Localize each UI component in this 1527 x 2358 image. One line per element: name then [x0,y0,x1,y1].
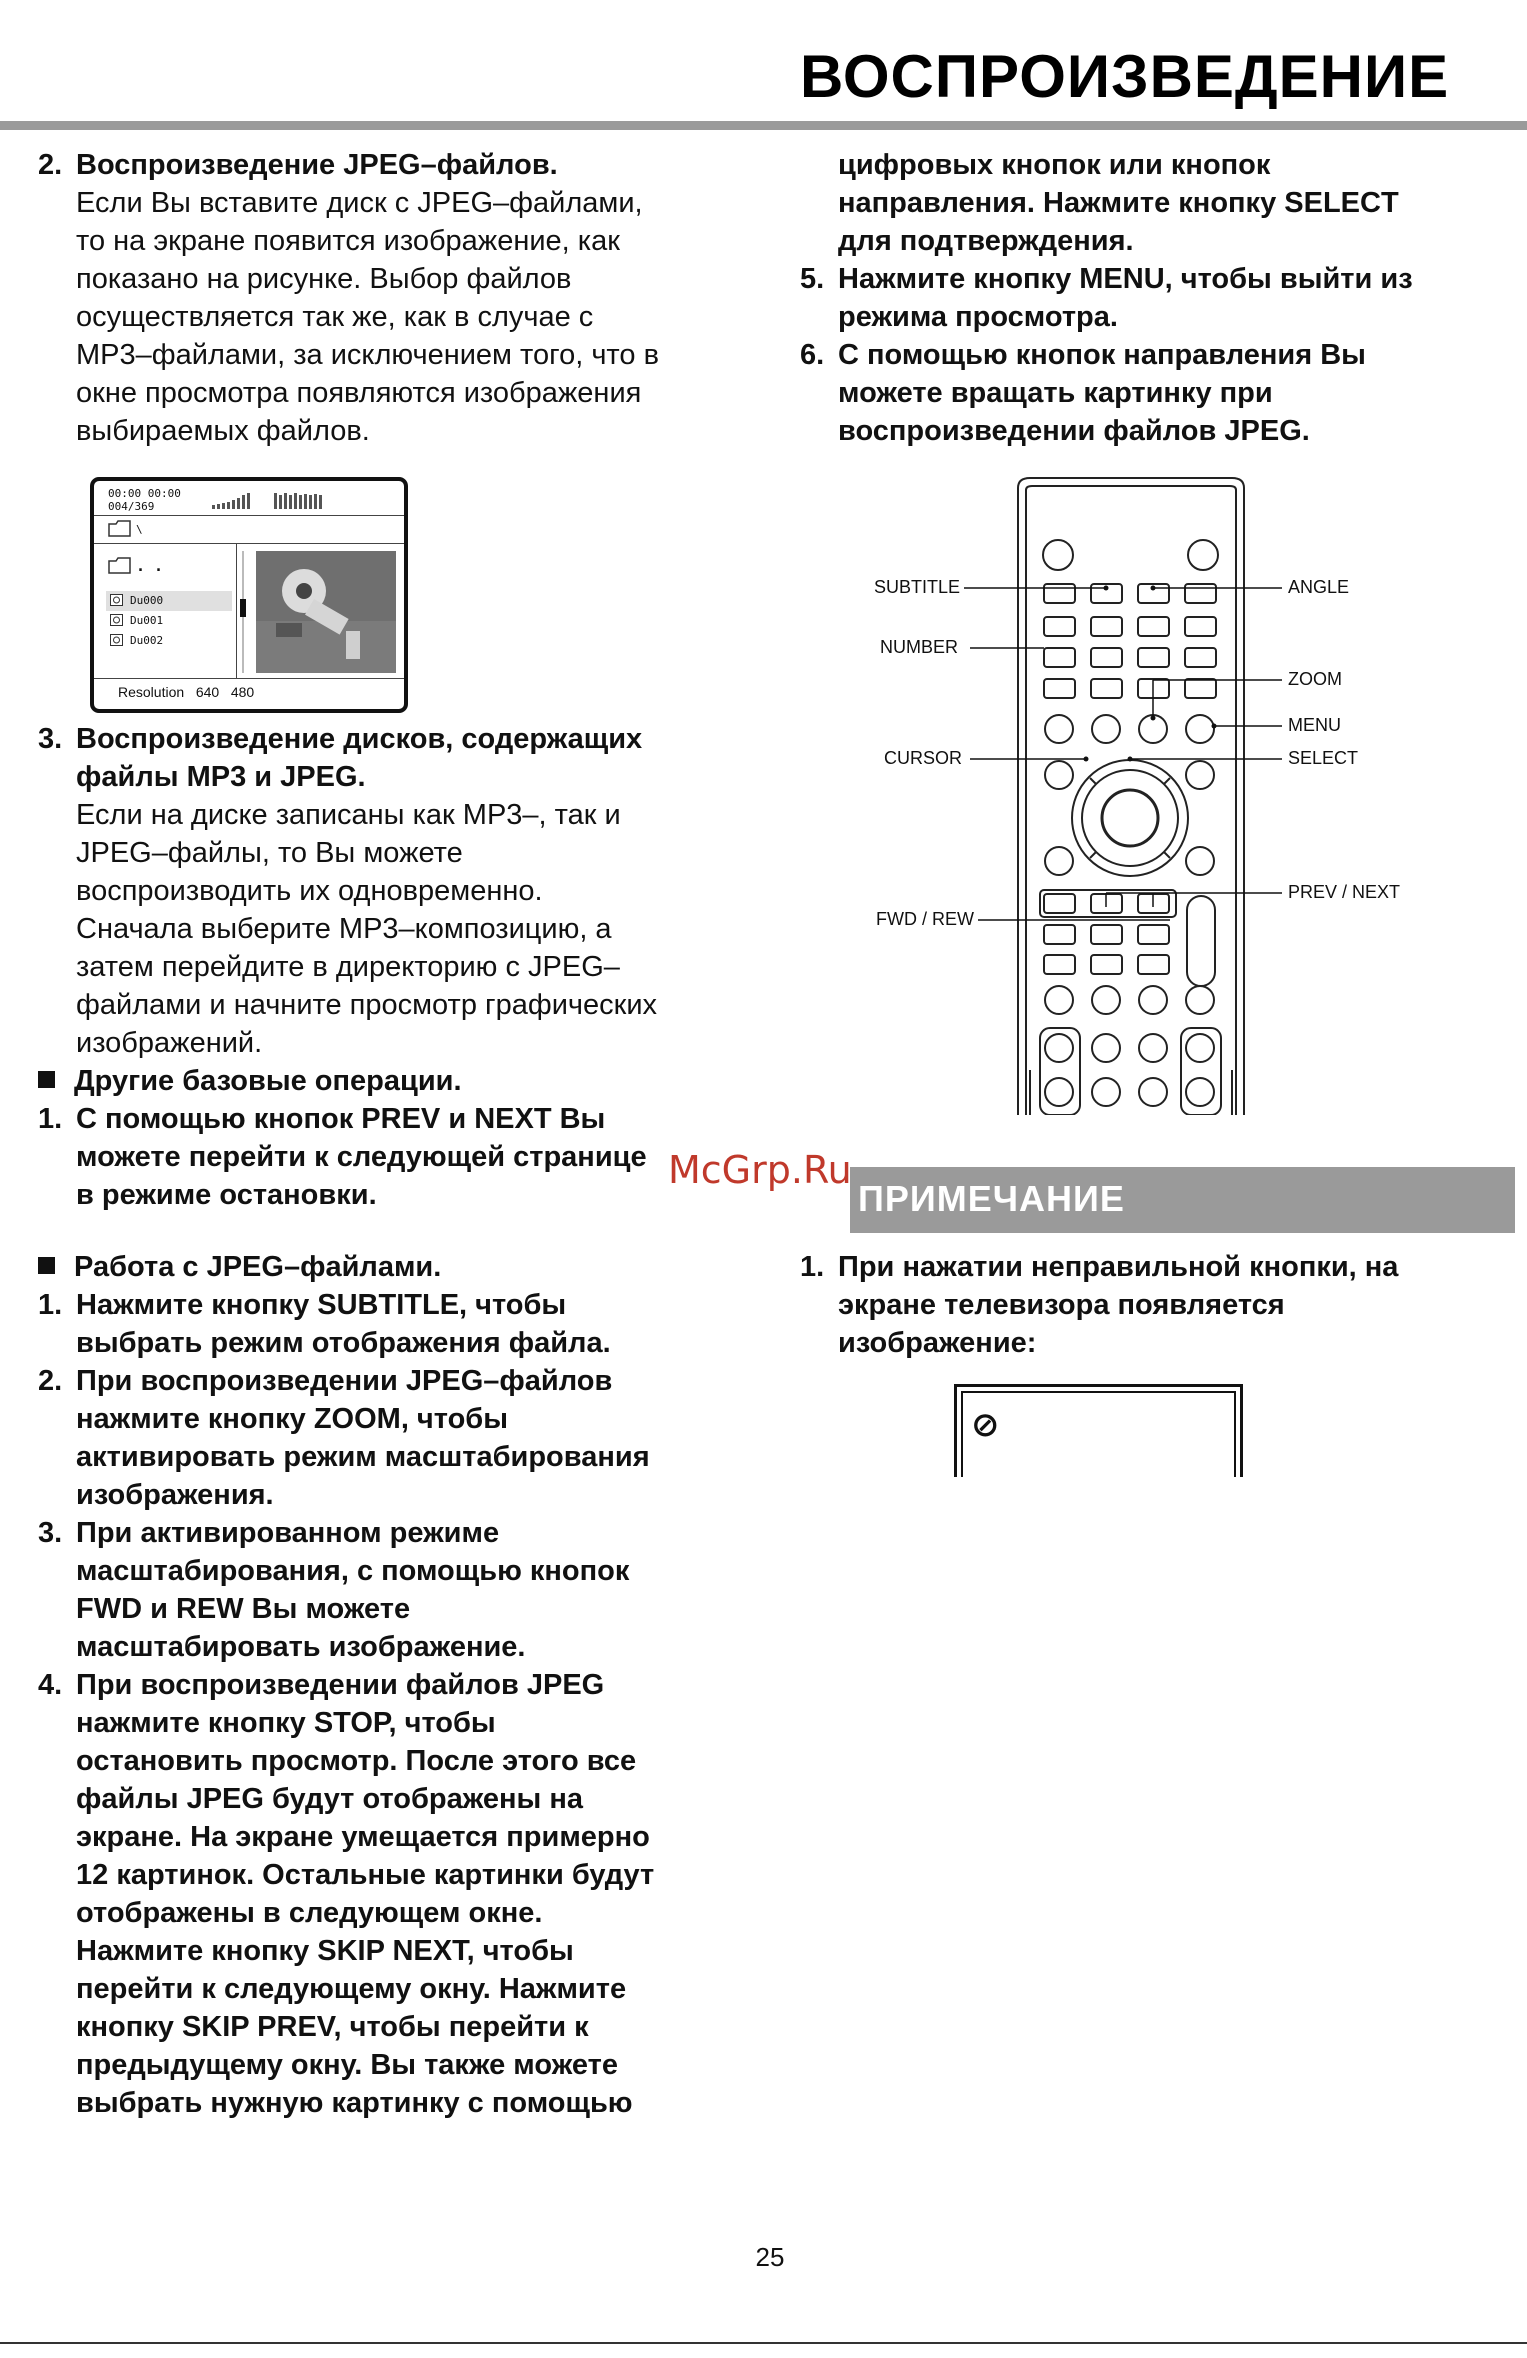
section-3-number: 3. [38,723,63,755]
remote-control-drawing [870,470,1490,1115]
item-line: экране. На экране умещается примерно [76,1821,650,1853]
item-line: можете перейти к следующей странице [76,1141,647,1173]
section-3-line: изображений. [76,1027,263,1059]
item-line: для подтверждения. [838,225,1134,257]
item-line: Нажмите кнопку MENU, чтобы выйти из [838,263,1413,295]
step-item [800,336,1500,450]
section-3-line: JPEG–файлы, то Вы можете [76,837,463,869]
parent-dir: . . [136,557,164,575]
item-number: 1. [38,1289,63,1321]
label-subtitle: SUBTITLE [874,577,961,597]
item-line: перейти к следующему окну. Нажмите [76,1973,627,2005]
item-line: нажмите кнопку ZOOM, чтобы [76,1403,508,1435]
item-line: выбрать нужную картинку с помощью [76,2087,633,2119]
screen-path: \ [136,523,143,536]
image-file-icon [110,634,124,647]
bullet-square-icon [38,1257,55,1274]
section-3-line: затем перейдите в директорию с JPEG– [76,951,620,983]
label-zoom: ZOOM [1288,669,1342,689]
section-3-item [38,720,758,1062]
item-line: Нажмите кнопку SUBTITLE, чтобы [76,1289,567,1321]
jpeg-op-item [38,1286,758,1362]
item-line: масштабирования, с помощью кнопок [76,1555,630,1587]
item-line: изображения. [76,1479,274,1511]
item-line: в режиме остановки. [76,1179,377,1211]
item-line: С помощью кнопок направления Вы [838,339,1366,371]
item-number: 3. [38,1517,63,1549]
item-number: 1. [38,1103,63,1135]
right-column-steps [800,146,1500,450]
jpeg-browser-screen [90,477,408,713]
item-line: Нажмите кнопку SKIP NEXT, чтобы [76,1935,574,1967]
section-2-line: осуществляется так же, как в случае с [76,301,594,333]
item-line: можете вращать картинку при [838,377,1273,409]
jpeg-op-item [38,1514,758,1666]
item-number: 5. [800,263,825,295]
item-line: FWD и REW Вы можете [76,1593,411,1625]
title-divider [0,121,1527,130]
section-2-number: 2. [38,149,63,181]
item-line: экране телевизора появляется [838,1289,1285,1321]
item-number: 4. [38,1669,63,1701]
section-2-line: показано на рисунке. Выбор файлов [76,263,572,295]
item-line: При нажатии неправильной кнопки, на [838,1251,1399,1283]
level-meter-icon [212,489,387,511]
note-entry [800,1248,1500,1362]
screen-track: 004/369 [108,500,155,513]
page-number: 25 [755,2242,785,2272]
item-line: изображение: [838,1327,1037,1359]
item-number: 2. [38,1365,63,1397]
section-2-line: окне просмотра появляются изображения [76,377,642,409]
item-line: активировать режим масштабирования [76,1441,650,1473]
jpeg-operations [38,1248,758,2122]
file-item: Du001 [130,614,164,627]
file-item: Du002 [130,634,164,647]
item-line: цифровых кнопок или кнопок [838,149,1271,181]
item-line: При воспроизведении JPEG–файлов [76,1365,613,1397]
parent-folder-icon [108,557,132,575]
resolution-label: Resolution [118,684,185,700]
label-menu: MENU [1288,715,1341,735]
jpeg-operations-heading [38,1248,758,1286]
section-2-item [38,146,758,450]
item-line: остановить просмотр. После этого все [76,1745,637,1777]
jpeg-op-item [38,1362,758,1514]
section-2-line: выбираемых файлов. [76,415,370,447]
note-title: ПРИМЕЧАНИЕ [858,1178,1125,1219]
watermark: McGrp.Ru [668,1148,852,1192]
section-3-line: Сначала выберите MP3–композицию, а [76,913,612,945]
item-line: направления. Нажмите кнопку SELECT [838,187,1399,219]
item-line: масштабировать изображение. [76,1631,526,1663]
bottom-divider [0,2342,1527,2344]
section-3-line: Если на диске записаны как MP3–, так и [76,799,621,831]
jpeg-preview-thumbnail [256,551,396,673]
step-item [800,260,1500,336]
bullet-square-icon [38,1071,55,1088]
continued-text [800,146,1500,260]
section-3 [38,720,758,1214]
invalid-key-screen [954,1384,1243,1477]
section-3-line: файлами и начните просмотр графических [76,989,658,1021]
item-line: воспроизведении файлов JPEG. [838,415,1310,447]
resolution-height: 480 [230,684,255,700]
section-2-line: Если Вы вставите диск с JPEG–файлами, [76,187,643,219]
label-cursor: CURSOR [884,748,963,768]
folder-icon [108,520,132,538]
remote-control-figure [870,470,1490,1115]
jpeg-op-item [38,1666,758,2122]
section-3-title: Воспроизведение дисков, содержащих [76,723,643,755]
item-number: 6. [800,339,825,371]
section-2-title: Воспроизведение JPEG–файлов. [76,149,558,181]
section-2-line: MP3–файлами, за исключением того, что в [76,339,659,371]
item-number: 1. [800,1251,825,1283]
item-line: При активированном режиме [76,1517,500,1549]
item-line: отображены в следующем окне. [76,1897,543,1929]
other-operations-item [38,1100,758,1214]
label-number: NUMBER [880,637,959,657]
file-item: Du000 [130,594,164,607]
prohibited-icon: ⊘ [971,1405,1000,1445]
image-file-icon [110,614,124,627]
section-2 [38,146,758,450]
image-file-icon [110,594,124,607]
label-angle: ANGLE [1288,577,1350,597]
item-line: предыдущему окну. Вы также можете [76,2049,618,2081]
item-line: 12 картинок. Остальные картинки будут [76,1859,655,1891]
label-prev-next: PREV / NEXT [1288,882,1401,902]
screen-time: 00:00 00:00 [108,487,181,500]
label-fwd-rew: FWD / REW [876,909,974,929]
item-line: кнопку SKIP PREV, чтобы перейти к [76,2011,589,2043]
jpeg-operations-title: Работа с JPEG–файлами. [74,1251,442,1283]
label-select: SELECT [1288,748,1359,768]
section-3-title: файлы MP3 и JPEG. [76,761,366,793]
other-operations-heading [38,1062,758,1100]
section-3-line: воспроизводить их одновременно. [76,875,543,907]
page-title: ВОСПРОИЗВЕДЕНИЕ [800,43,1450,110]
section-2-line: то на экране появится изображение, как [76,225,620,257]
item-line: С помощью кнопок PREV и NEXT Вы [76,1103,606,1135]
item-line: нажмите кнопку STOP, чтобы [76,1707,496,1739]
resolution-info [118,684,254,700]
other-operations-title: Другие базовые операции. [74,1065,462,1097]
item-line: режима просмотра. [838,301,1118,333]
item-line: выбрать режим отображения файла. [76,1327,611,1359]
item-line: файлы JPEG будут отображены на [76,1783,584,1815]
note-item [800,1248,1500,1362]
resolution-width: 640 [195,684,220,700]
item-line: При воспроизведении файлов JPEG [76,1669,605,1701]
